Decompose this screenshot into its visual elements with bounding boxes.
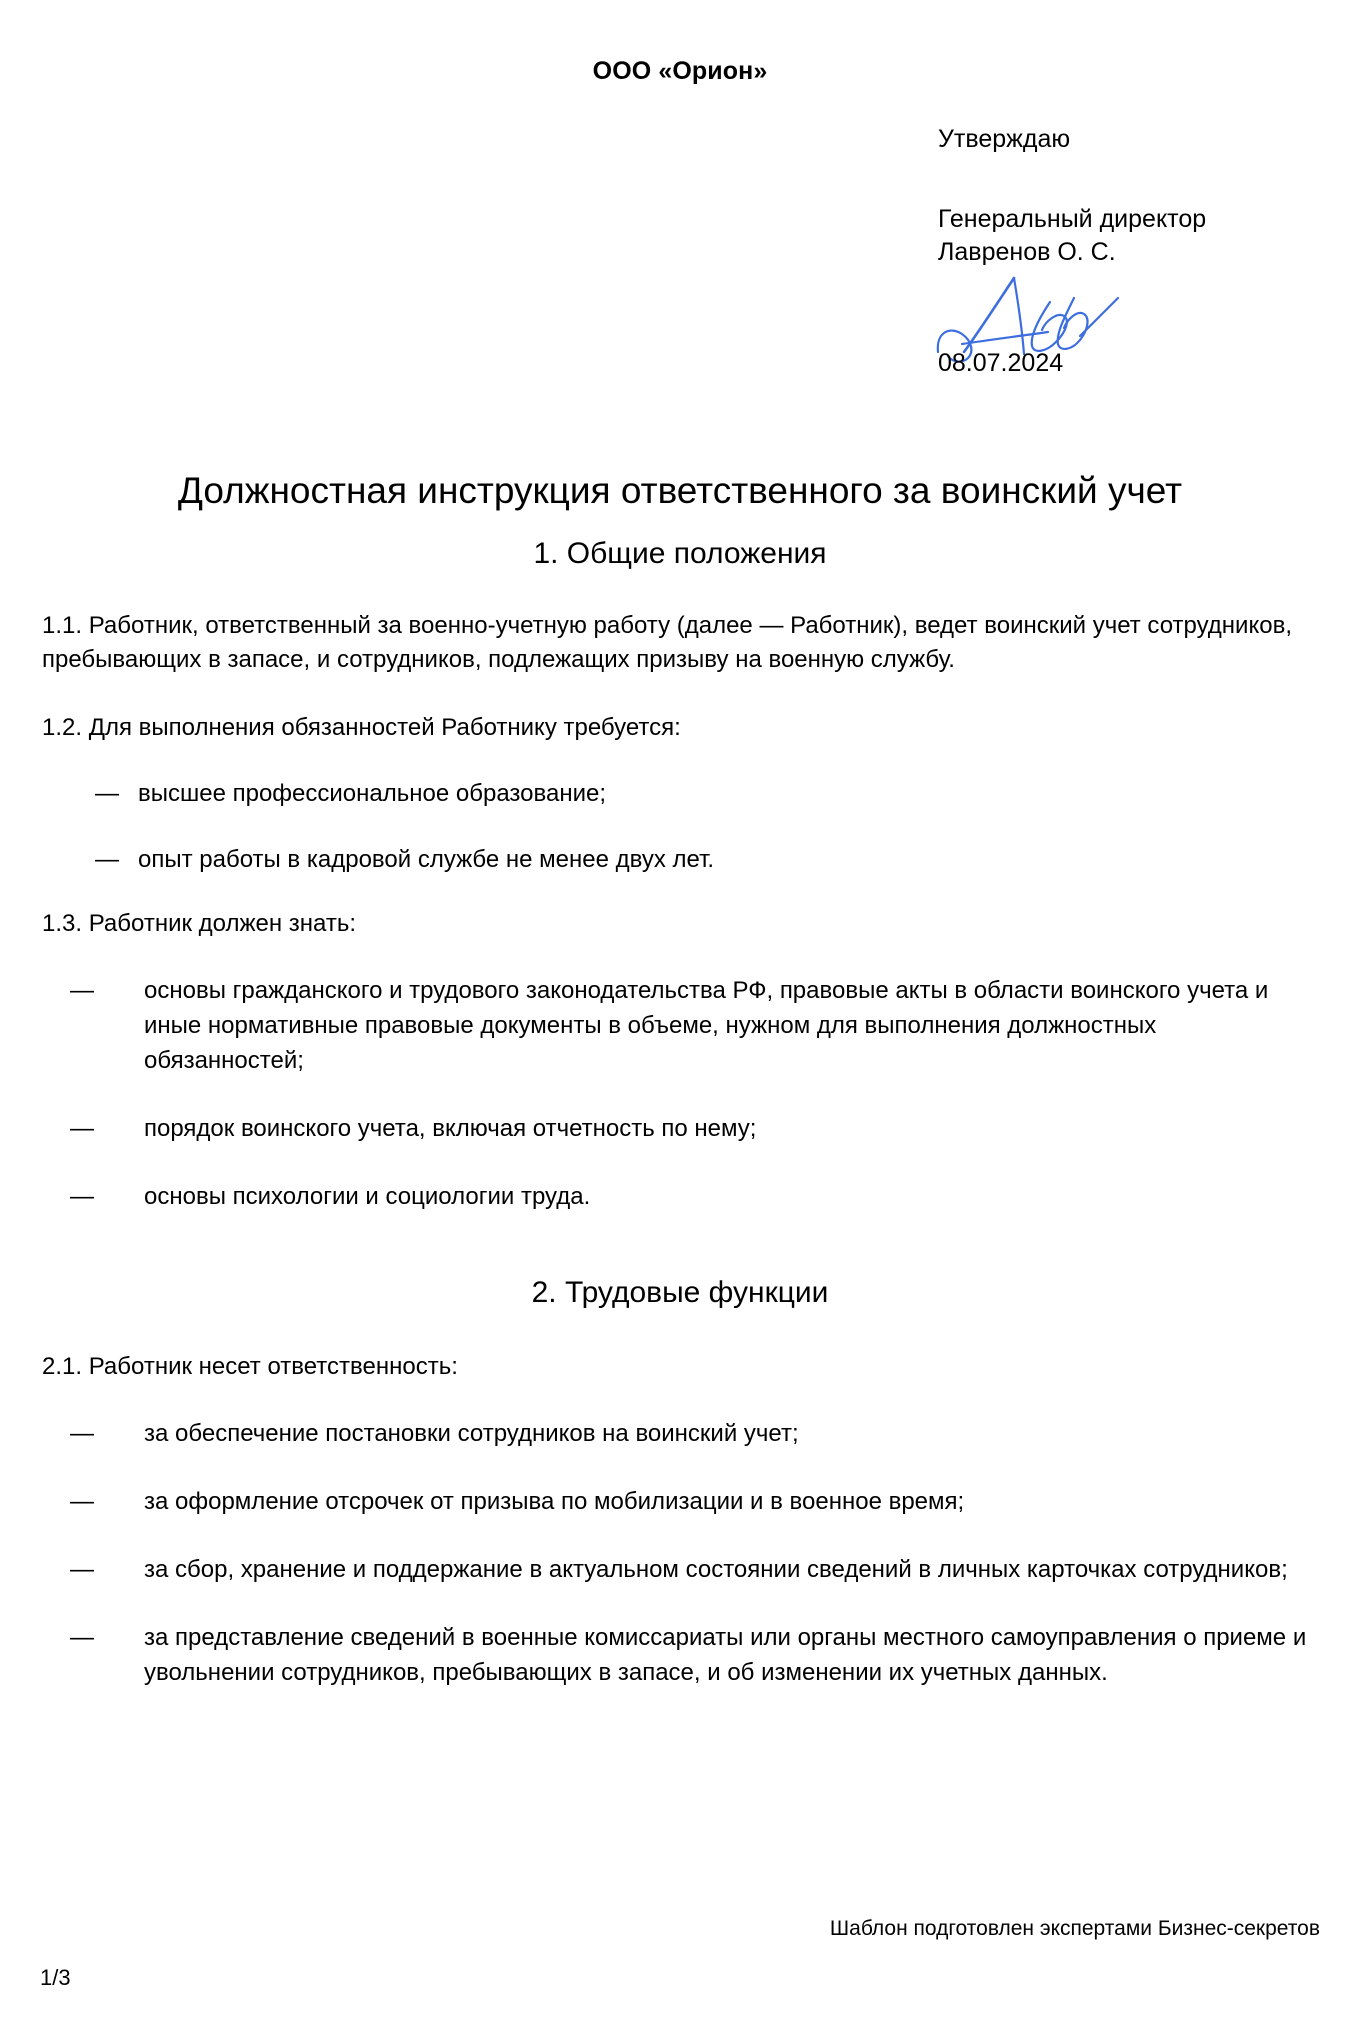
list-item-text: за оформление отсрочек от призыва по мобилизации и в военное время; bbox=[144, 1487, 965, 1515]
list-item bbox=[42, 1111, 1318, 1146]
dash-bullet-icon: — bbox=[95, 845, 119, 873]
dash-bullet-icon: — bbox=[70, 976, 94, 1004]
paragraph-1-3: 1.3. Работник должен знать: bbox=[42, 909, 357, 937]
organization-name: ООО «Орион» bbox=[592, 57, 768, 85]
list-item bbox=[42, 1620, 1318, 1690]
knowledge-list bbox=[42, 973, 1318, 1214]
list-item-text: за представление сведений в военные комиссариаты или органы местного самоуправления о приеме и увольнении сотрудников, пребывающих в запасе, и об изменении их учетных данных. bbox=[144, 1623, 1307, 1686]
list-item bbox=[42, 1179, 1318, 1214]
dash-bullet-icon: — bbox=[70, 1419, 94, 1447]
page-title: Должностная инструкция ответственного за воинский учет bbox=[177, 469, 1183, 511]
list-item-text: высшее профессиональное образование; bbox=[138, 779, 606, 807]
document-body bbox=[42, 535, 1318, 1720]
dash-bullet-icon: — bbox=[70, 1555, 94, 1583]
page-number: 1/3 bbox=[40, 1965, 71, 1990]
dash-bullet-icon: — bbox=[70, 1115, 94, 1143]
section-heading-1: 1. Общие положения bbox=[533, 537, 827, 570]
paragraph-1-1: 1.1. Работник, ответственный за военно-учетную работу (далее — Работник), ведет воинский учет сотрудников, пребывающих в запасе, и сотрудников, подлежащих призыву на военную службу. bbox=[42, 611, 1292, 673]
approver-role: Генеральный директор bbox=[938, 205, 1207, 233]
list-item bbox=[42, 777, 1318, 811]
responsibilities-list bbox=[42, 1416, 1318, 1690]
list-item-text: порядок воинского учета, включая отчетность по нему; bbox=[144, 1115, 757, 1143]
list-item bbox=[42, 1552, 1318, 1587]
approve-label: Утверждаю bbox=[938, 125, 1071, 153]
list-item-text: опыт работы в кадровой службе не менее двух лет. bbox=[138, 845, 715, 873]
paragraph-1-2: 1.2. Для выполнения обязанностей Работнику требуется: bbox=[42, 713, 681, 741]
dash-bullet-icon: — bbox=[70, 1183, 94, 1211]
requirements-list bbox=[42, 777, 1318, 877]
list-item-text: за сбор, хранение и поддержание в актуальном состоянии сведений в личных карточках сотрудников; bbox=[144, 1555, 1288, 1583]
template-attribution: Шаблон подготовлен экспертами Бизнес-секретов bbox=[829, 1917, 1320, 1940]
list-item bbox=[42, 1484, 1318, 1519]
dash-bullet-icon: — bbox=[70, 1623, 94, 1651]
list-item bbox=[42, 843, 1318, 877]
list-item-text: за обеспечение постановки сотрудников на воинский учет; bbox=[144, 1419, 799, 1447]
dash-bullet-icon: — bbox=[95, 779, 119, 807]
paragraph-2-1: 2.1. Работник несет ответственность: bbox=[42, 1352, 458, 1380]
dash-bullet-icon: — bbox=[70, 1487, 94, 1515]
list-item-text: основы гражданского и трудового законодательства РФ, правовые акты в области воинского учета и иные нормативные правовые документы в объеме, нужном для выполнения должностных обязанностей; bbox=[144, 976, 1269, 1075]
signature-date: 08.07.2024 bbox=[938, 349, 1064, 377]
list-item bbox=[42, 1416, 1318, 1451]
approver-name: Лавренов О. С. bbox=[938, 238, 1116, 266]
list-item-text: основы психологии и социологии труда. bbox=[144, 1183, 591, 1211]
section-heading-2: 2. Трудовые функции bbox=[531, 1276, 829, 1310]
list-item bbox=[42, 973, 1318, 1078]
approval-block bbox=[938, 123, 1338, 269]
